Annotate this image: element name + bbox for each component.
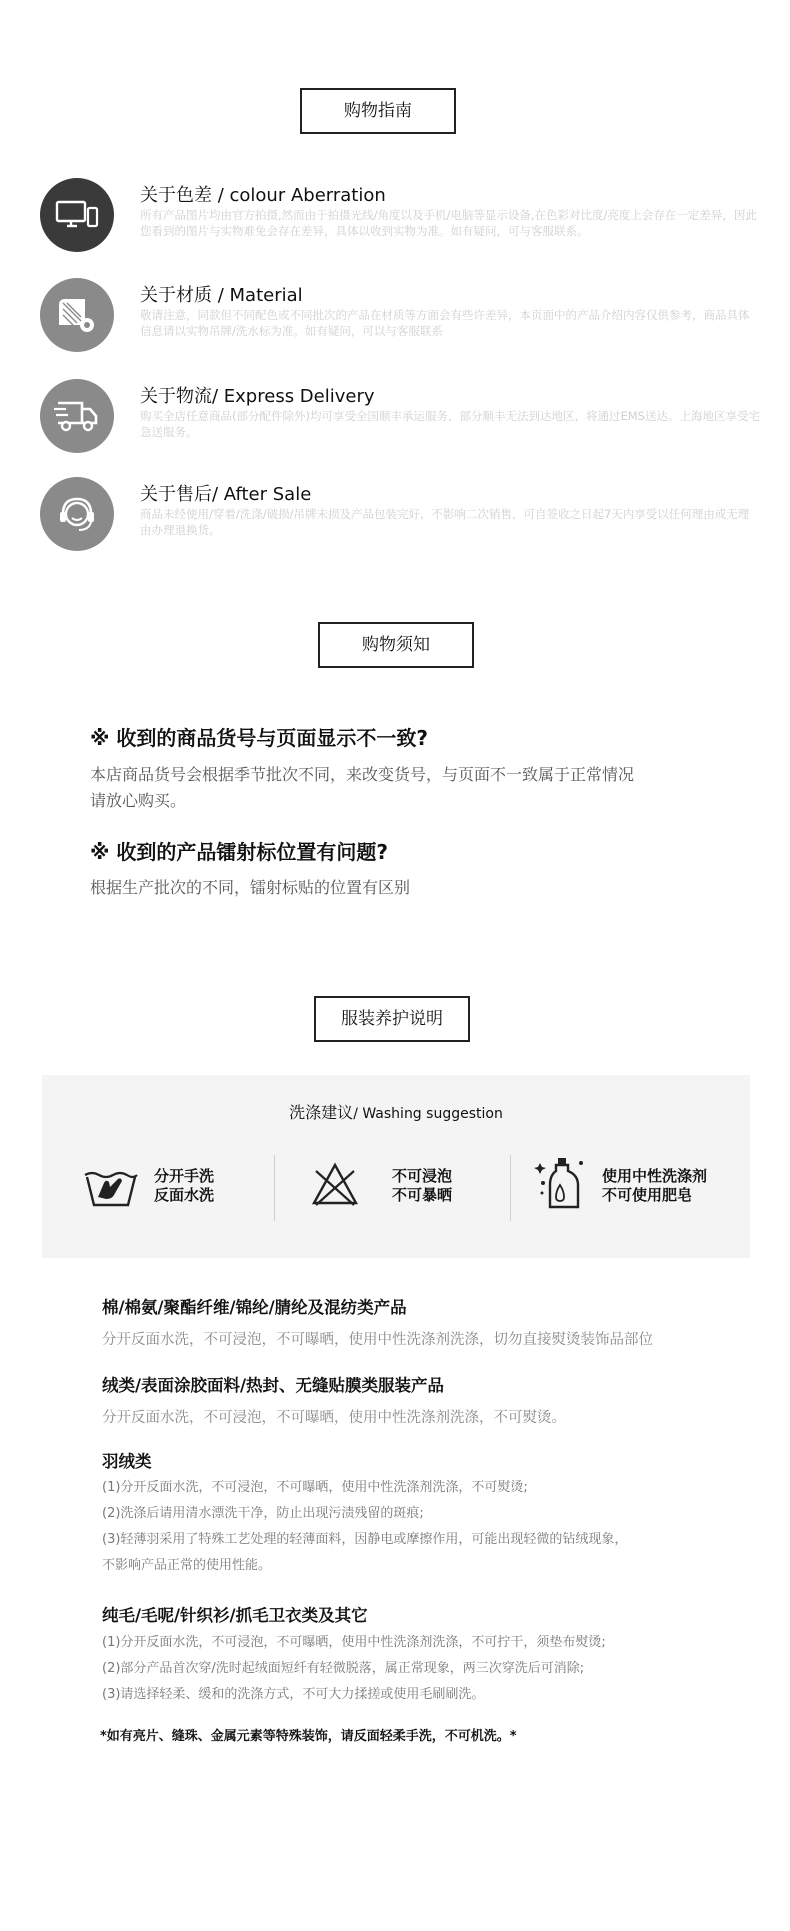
care-text-velvet: 分开反面水洗，不可浸泡，不可曝晒，使用中性洗涤剂洗涤，不可熨烫。 xyxy=(102,1410,566,1426)
notice-answer-2: 根据生产批次的不同，镭射标贴的位置有区别 xyxy=(90,878,411,897)
guide-item-delivery: 关于物流/ Express Delivery 购买全店任意商品(部分配件除外)均可享受全国顺丰承运服务，部分顺丰无法到达地区，将通过EMS送达。上海地区享受宅急送服务。 xyxy=(40,379,770,459)
notice-question-2: ※ 收到的产品镭射标位置有问题? xyxy=(90,840,389,864)
care-special-note: *如有亮片、缝珠、金属元素等特殊装饰，请反面轻柔手洗，不可机洗。* xyxy=(100,1729,517,1744)
notice-section-title: 购物须知 xyxy=(318,622,474,668)
guide-item-material: 关于材质 / Material 敬请注意，同款但不同配色或不同批次的产品在材质等方面会有些许差异，本页面中的产品介绍内容仅供参考，商品具体信息请以实物吊牌/洗水标为准。如有疑问，可以与客服联系 xyxy=(40,278,770,358)
care-heading-velvet: 绒类/表面涂胶面料/热封、无缝贴膜类服装产品 xyxy=(102,1376,445,1395)
notice-answer-1: 本店商品货号会根据季节批次不同，来改变货号，与页面不一致属于正常情况 请放心购买。 xyxy=(90,765,635,810)
wash-item-no-soak: 不可浸泡 不可暴晒 xyxy=(310,1153,470,1223)
wash-divider xyxy=(274,1155,275,1221)
guide-section-title: 购物指南 xyxy=(300,88,456,134)
washing-suggestion-panel xyxy=(42,1075,750,1258)
care-section-title: 服装养护说明 xyxy=(314,996,470,1042)
fabric-roll-icon xyxy=(40,278,114,352)
wash-divider xyxy=(510,1155,511,1221)
care-heading-down: 羽绒类 xyxy=(102,1452,152,1471)
wash-item-hand-wash: 分开手洗 反面水洗 xyxy=(82,1153,242,1223)
wash-item-neutral-detergent: 使用中性洗涤剂 不可使用肥皂 xyxy=(534,1153,744,1223)
care-list-down: (1)分开反面水洗，不可浸泡，不可曝晒，使用中性洗涤剂洗涤，不可熨烫; (2)洗涤后请用清水漂洗干净，防止出现污渍残留的斑痕; (3)轻薄羽采用了特殊工艺处理的轻薄面料，因静电或摩擦作用，可能出现轻微的钻绒现象， 不影响产品正常的使用性能。 xyxy=(102,1480,628,1573)
notice-question-1: ※ 收到的商品货号与页面显示不一致? xyxy=(90,726,429,750)
delivery-truck-icon xyxy=(40,379,114,453)
care-heading-wool: 纯毛/毛呢/针织衫/抓毛卫衣类及其它 xyxy=(102,1606,368,1625)
detergent-bottle-icon xyxy=(534,1155,588,1215)
guide-item-color: 关于色差 / colour Aberration 所有产品图片均由官方拍摄,然而由于拍摄光线/角度以及手机/电脑等显示设备,在色彩对比度/亮度上会存在一定差异，因此您看到的图片与实物难免会存在差异，具体以收到实物为准。如有疑问，可与客服联系。 xyxy=(40,178,770,258)
monitor-phone-icon xyxy=(40,178,114,252)
washing-suggestion-heading: 洗涤建议/ Washing suggestion xyxy=(289,1103,503,1122)
hand-wash-icon xyxy=(82,1161,140,1215)
care-heading-cotton: 棉/棉氨/聚酯纤维/锦纶/腈纶及混纺类产品 xyxy=(102,1298,407,1317)
headset-support-icon xyxy=(40,477,114,551)
no-bleach-icon xyxy=(310,1159,360,1213)
guide-item-after-sale: 关于售后/ After Sale 商品未经使用/穿着/洗涤/破损/吊牌未损及产品包装完好，不影响二次销售，可自签收之日起7天内享受以任何理由或无理由办理退换货。 xyxy=(40,477,770,557)
care-text-cotton: 分开反面水洗，不可浸泡，不可曝晒，使用中性洗涤剂洗涤，切勿直接熨烫装饰品部位 xyxy=(102,1332,653,1348)
care-list-wool: (1)分开反面水洗，不可浸泡，不可曝晒，使用中性洗涤剂洗涤，不可拧干，须垫布熨烫; (2)部分产品首次穿/洗时起绒面短纤有轻微脱落，属正常现象，两三次穿洗后可消除; (3)请选择轻柔、缓和的洗涤方式，不可大力揉搓或使用毛刷刷洗。 xyxy=(102,1635,606,1702)
